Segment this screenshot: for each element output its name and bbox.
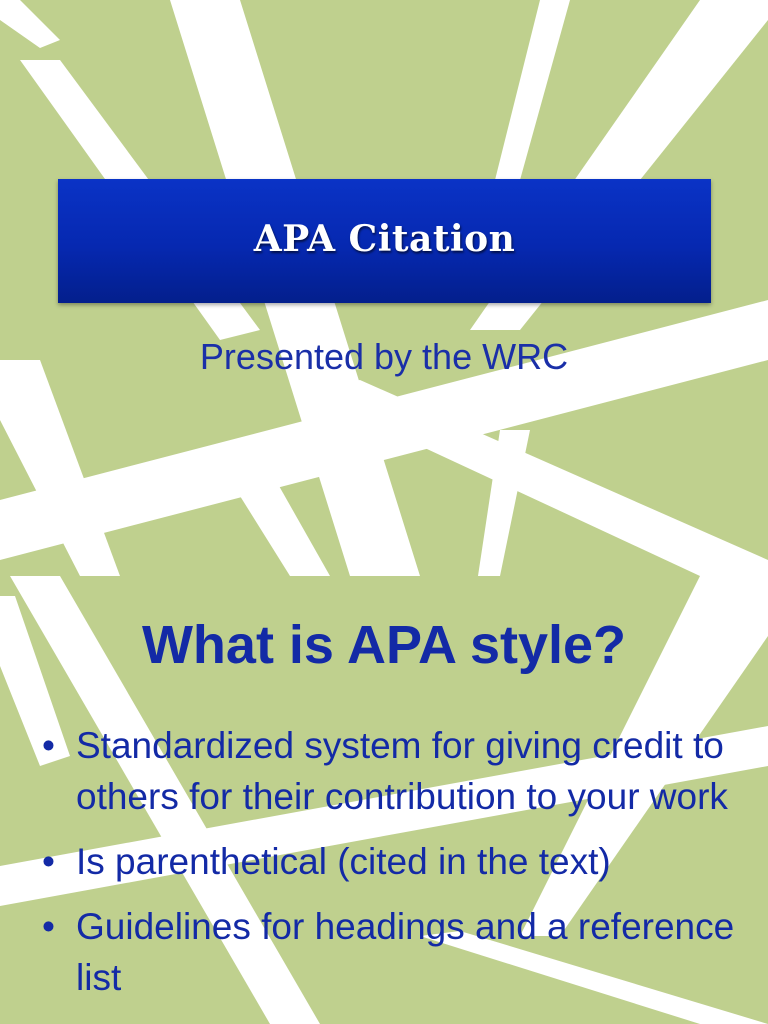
bullet-text: Standardized system for giving credit to others for their contribution to your work [76,725,728,817]
slide-2 [0,576,768,1024]
bullet-text: Is parenthetical (cited in the text) [76,841,611,882]
slide-heading: What is APA style? [141,615,627,675]
bullet-icon: • [42,906,55,947]
slide-subtitle: Presented by the WRC [199,336,569,377]
bullet-icon: • [42,725,55,766]
bullet-item [42,901,742,1003]
title-box [58,179,711,303]
bullet-icon: • [42,841,55,882]
bullet-item [42,720,742,822]
slide-title: APA Citation [253,218,516,260]
bullet-list [42,720,742,1017]
bullet-text: Guidelines for headings and a reference list [76,906,735,998]
bullet-item [42,836,742,887]
